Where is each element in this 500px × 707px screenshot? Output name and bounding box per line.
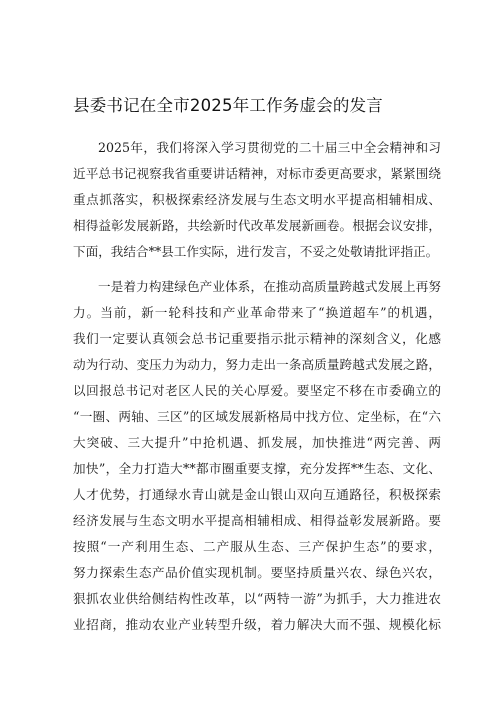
document-body xyxy=(73,135,441,638)
text-line: 重点抓落实，积极探索经济发展与生态文明水平提高相辅相成、 xyxy=(73,192,441,207)
text-line: 下面，我结合**县工作实际，进行发言，不妥之处敬请批评指正。 xyxy=(73,244,439,259)
text-line: 努力探索生态产品价值实现机制。要坚持质量兴农、绿色兴农， xyxy=(73,565,441,580)
text-line: 按照“一产利用生态、二产服从生态、三产保护生态”的要求， xyxy=(73,539,441,554)
text-line: 狠抓农业供给侧结构性改革，以“两特一游”为抓手，大力推进农 xyxy=(73,591,441,606)
text-line: 近平总书记视察我省重要讲话精神，对标市委更高要求，紧紧围绕 xyxy=(73,166,441,181)
text-line: 人才优势，打通绿水青山就是金山银山双向互通路径，积极探索 xyxy=(73,487,441,502)
paragraph-point-one xyxy=(73,274,441,638)
text-line: 相得益彰发展新路，共绘新时代改革发展新画卷。根据会议安排， xyxy=(73,218,441,233)
text-line: “一圈、两轴、三区”的区域发展新格局中找方位、定坐标，在“六 xyxy=(73,409,441,424)
paragraph-intro xyxy=(73,135,441,265)
text-line: 业招商，推动农业产业转型升级，着力解决大而不强、规模化标 xyxy=(73,617,441,632)
text-line: 大突破、三大提升”中抢机遇、抓发展，加快推进“两完善、两 xyxy=(73,435,441,450)
text-line: 经济发展与生态文明水平提高相辅相成、相得益彰发展新路。要 xyxy=(73,513,441,528)
text-line: 动为行动、变压力为动力，努力走出一条高质量跨越式发展之路， xyxy=(73,357,441,372)
document-title: 县委书记在全市2025年工作务虚会的发言 xyxy=(73,96,383,115)
text-line: 以回报总书记对老区人民的关心厚爱。要坚定不移在市委确立的 xyxy=(73,383,441,398)
text-line: 2025年，我们将深入学习贯彻党的二十届三中全会精神和习 xyxy=(98,140,441,155)
text-line: 我们一定要认真领会总书记重要指示批示精神的深刻含义，化感 xyxy=(73,331,441,346)
text-line: 加快”，全力打造大**都市圈重要支撑，充分发挥**生态、文化、 xyxy=(73,461,441,476)
text-line: 一是着力构建绿色产业体系，在推动高质量跨越式发展上再努 xyxy=(98,279,441,294)
text-line: 力。当前，新一轮科技和产业革命带来了“换道超车”的机遇， xyxy=(73,305,441,320)
